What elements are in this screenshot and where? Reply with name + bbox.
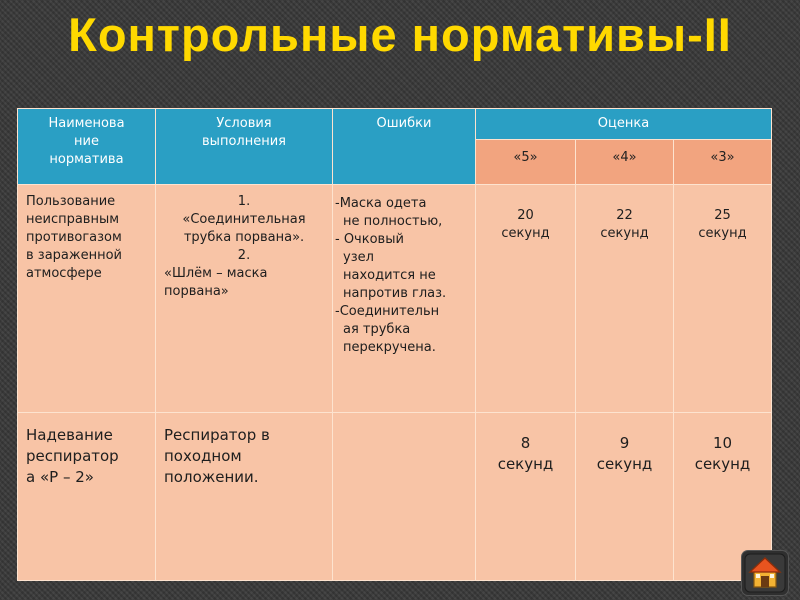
row2-errors xyxy=(333,413,476,581)
header-conditions: Условия выполнения xyxy=(156,109,333,185)
row2-conditions: Респиратор в походном положении. xyxy=(156,413,333,581)
header-grade-3: «3» xyxy=(674,140,772,185)
table-row xyxy=(18,413,772,581)
row1-grade-4: 22 секунд xyxy=(576,185,674,413)
row1-grade-5: 20 секунд xyxy=(476,185,576,413)
header-grade: Оценка xyxy=(476,109,772,140)
row2-grade-3: 10 секунд xyxy=(674,413,772,581)
error-item: -Маска одета не полностью, xyxy=(335,196,443,229)
home-icon xyxy=(742,551,788,595)
home-button[interactable] xyxy=(742,551,788,595)
standards-table-wrap xyxy=(17,108,772,581)
error-item: - Очковый узел находится не напротив глаз. xyxy=(335,232,447,301)
header-grade-4: «4» xyxy=(576,140,674,185)
slide-title: Контрольные нормативы-II xyxy=(68,8,732,61)
table-row xyxy=(18,185,772,413)
error-item: -Соединительн ая трубка перекручена. xyxy=(335,304,440,355)
row2-name: Надевание респиратор а «Р – 2» xyxy=(18,413,156,581)
header-grade-5: «5» xyxy=(476,140,576,185)
header-row xyxy=(18,109,772,140)
row1-name: Пользование неисправным противогазом в зараженной атмосфере xyxy=(18,185,156,413)
row1-conditions: 1. «Соединительная трубка порвана». 2. «Шлём – маска порвана» xyxy=(156,185,333,413)
row2-grade-4: 9 секунд xyxy=(576,413,674,581)
standards-table xyxy=(17,108,772,581)
row2-grade-5: 8 секунд xyxy=(476,413,576,581)
header-errors: Ошибки xyxy=(333,109,476,185)
row1-grade-3: 25 секунд xyxy=(674,185,772,413)
row1-errors xyxy=(333,185,476,413)
header-name: Наименова ние норматива xyxy=(18,109,156,185)
